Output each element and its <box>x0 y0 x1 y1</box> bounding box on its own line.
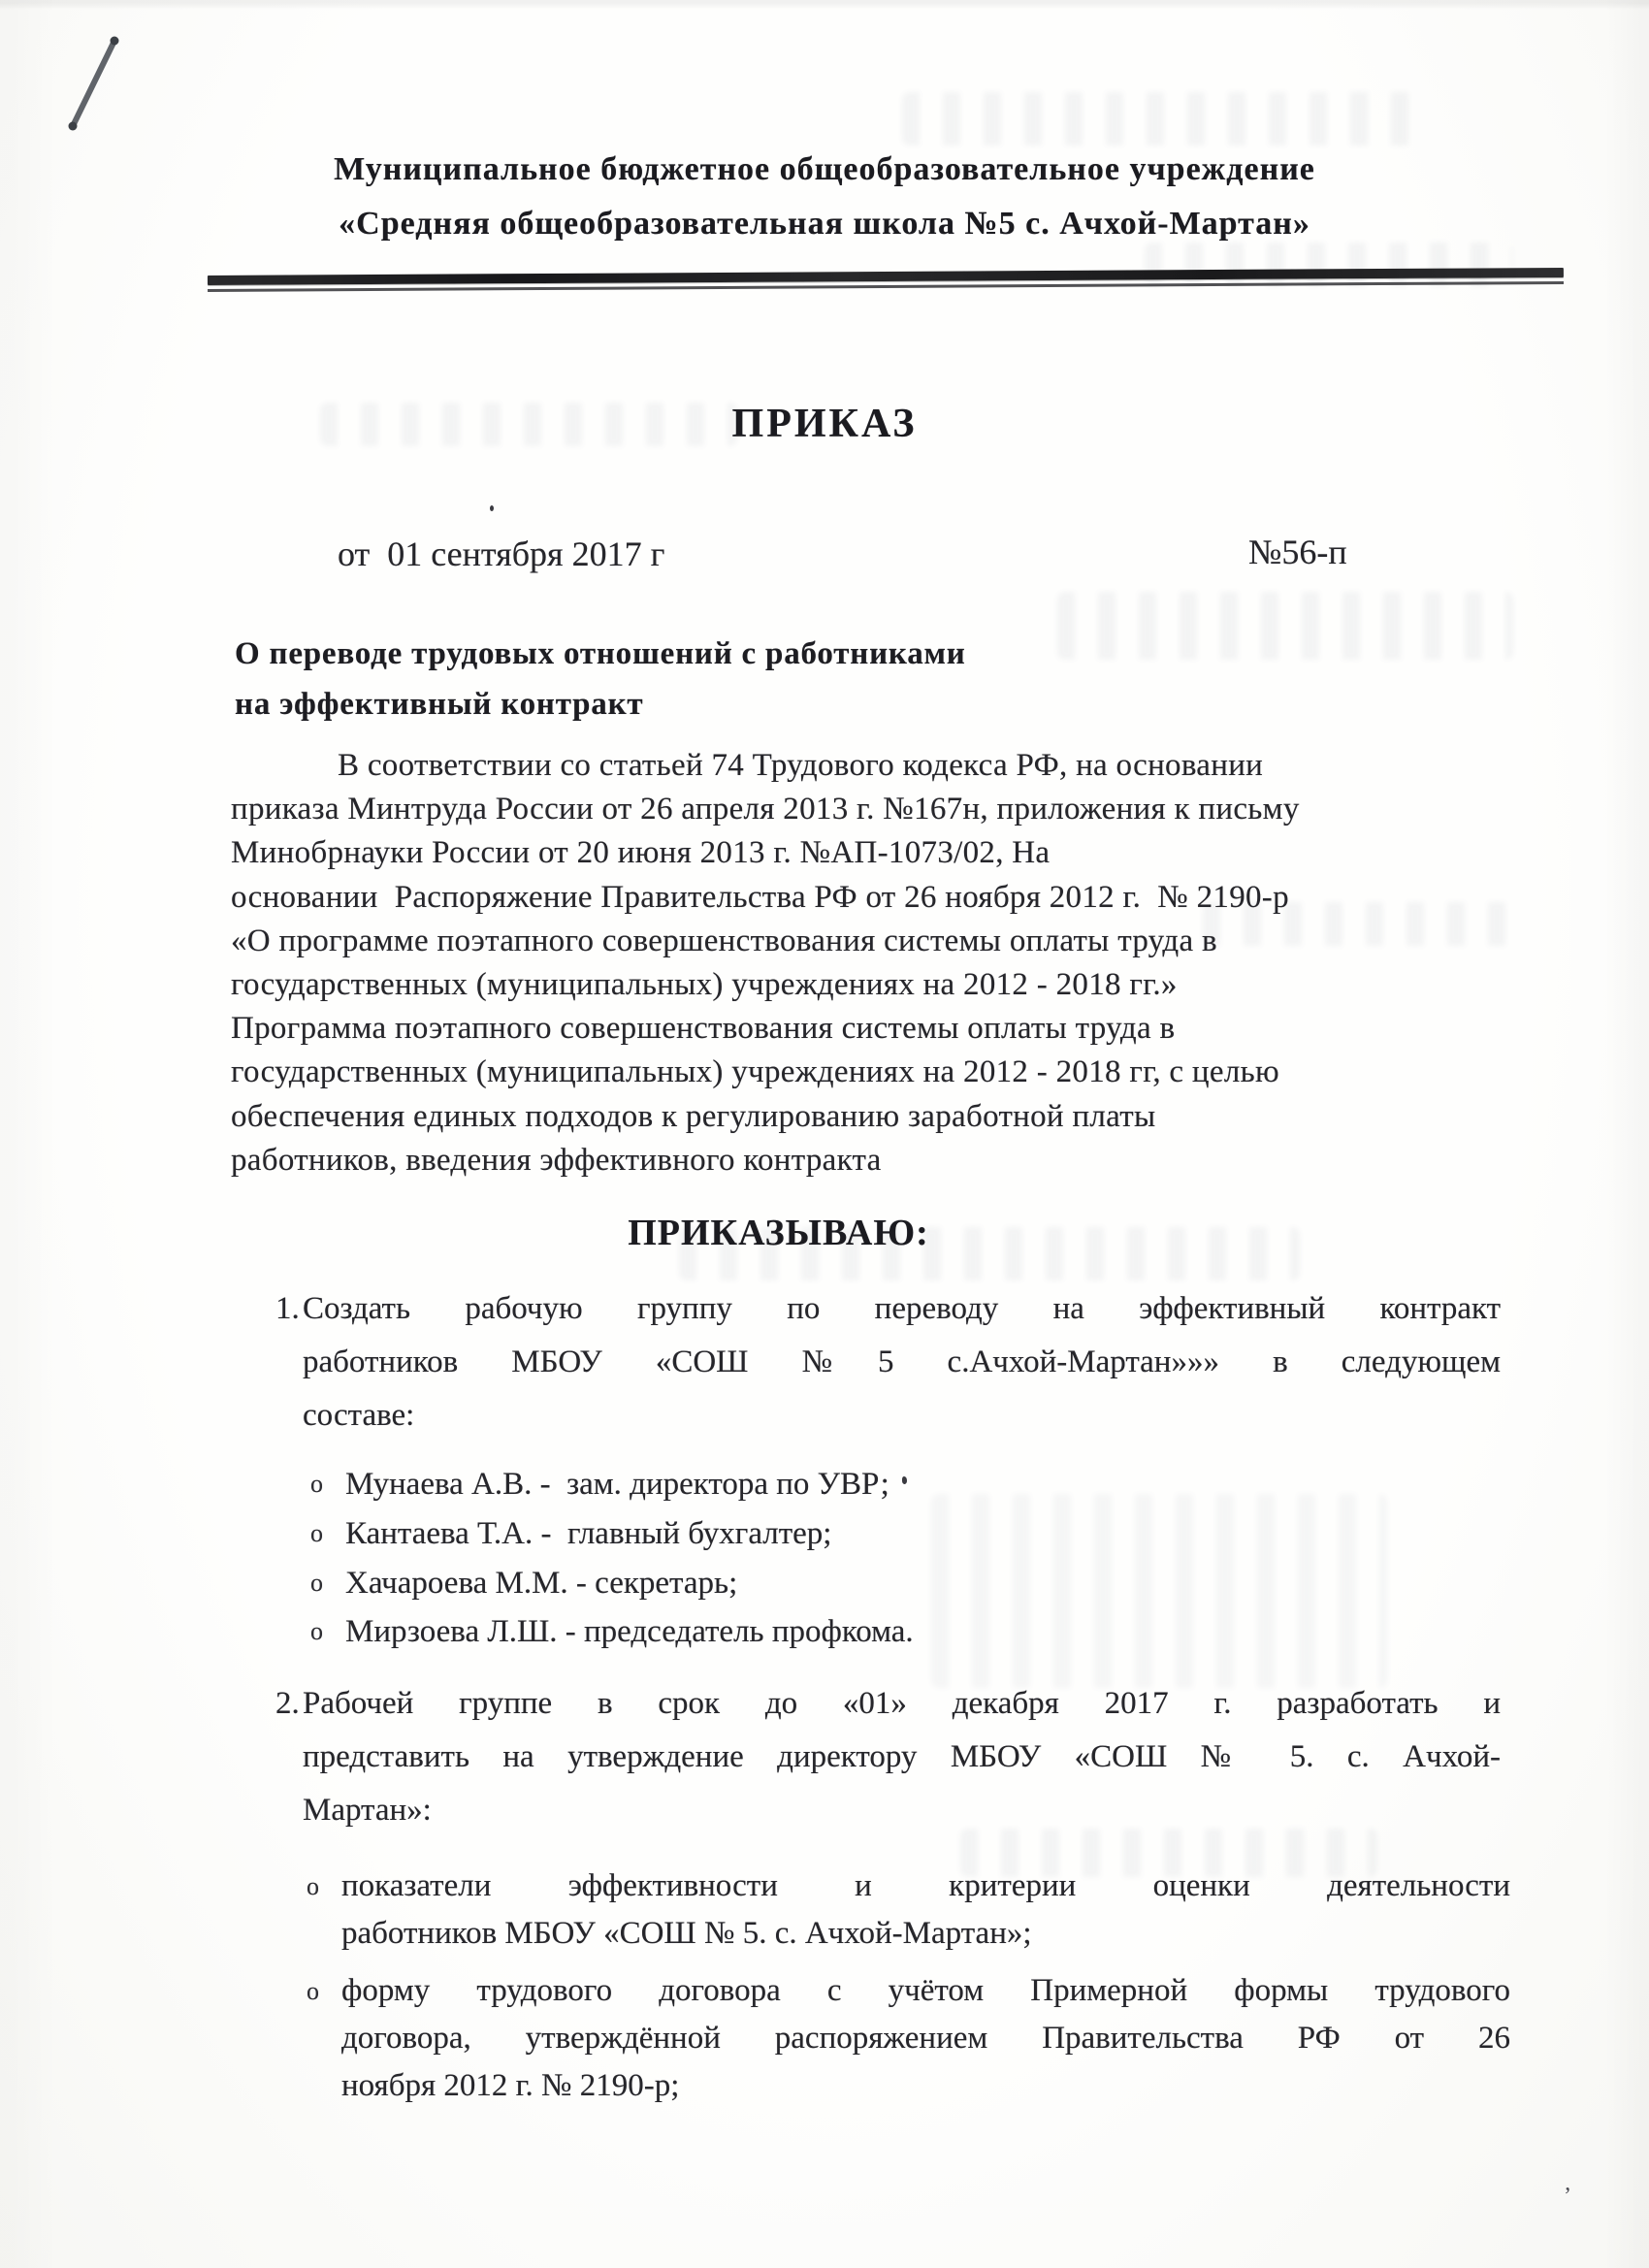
text-line: Кантаева Т.А. - главный бухгалтер; <box>345 1515 832 1551</box>
text-line: Хачароева М.М. - секретарь; <box>345 1565 738 1601</box>
decree-heading: ПРИКАЗЫВАЮ: <box>628 1213 929 1253</box>
subject-line-2: на эффективный контракт <box>235 687 644 722</box>
scan-smudge <box>902 92 1426 146</box>
item-number: 1. <box>275 1291 300 1326</box>
document-title: ПРИКАЗ <box>731 402 918 446</box>
letterhead-line-2: «Средняя общеобразовательная школа №5 с. Ачхой-Мартан» <box>339 206 1310 242</box>
text-line: Рабочей группе в срок до «01» декабря 2017 г. разработать и <box>303 1686 1501 1721</box>
order-item-1 <box>275 1282 1501 1442</box>
text-line: ноября 2012 г. № 2190-р; <box>341 2068 680 2103</box>
bullet-marker-icon: o <box>310 1568 323 1597</box>
letterhead <box>0 143 1649 251</box>
list-item <box>310 1460 914 1509</box>
bullet-marker-icon: o <box>307 1872 319 1900</box>
text-line: Мунаева А.В. - зам. директора по УВР; <box>345 1467 889 1502</box>
list-item <box>307 1967 1510 2110</box>
ink-tick: ’ <box>1564 2184 1571 2209</box>
text-line: составе: <box>303 1398 415 1433</box>
separator-rule <box>208 268 1564 299</box>
text-line: работников МБОУ «СОШ № 5. с. Ачхой-Мартан»; <box>341 1916 1032 1951</box>
letterhead-line-1: Муниципальное бюджетное общеобразовательное учреждение <box>334 151 1315 187</box>
text-line: представить на утверждение директору МБОУ «СОШ № 5. с. Ачхой- <box>303 1739 1501 1774</box>
text-line: Мирзоева Л.Ш. - председатель профкома. <box>345 1614 914 1650</box>
text-line: договора, утверждённой распоряжением Правительства РФ от 26 <box>341 2021 1510 2056</box>
bullet-marker-icon: o <box>310 1470 323 1498</box>
workgroup-list <box>310 1460 914 1657</box>
text-line: В соответствии со статьей 74 Трудового кодекса РФ, на основании <box>338 748 1264 783</box>
text-line: «О программе поэтапного совершенствования системы оплаты труда в <box>231 923 1217 958</box>
text-line: приказа Минтруда России от 26 апреля 2013 г. №167н, приложения к письму <box>231 792 1300 827</box>
order-subject <box>235 629 966 729</box>
order-number: №56-п <box>1248 533 1347 571</box>
scan-smudge <box>931 1494 1387 1688</box>
bullet-marker-icon: o <box>310 1518 323 1547</box>
order-date: от 01 сентября 2017 г <box>338 535 665 573</box>
text-line: работников, введения эффективного контракта <box>231 1142 882 1178</box>
text-line: Программа поэтапного совершенствования системы оплаты труда в <box>231 1011 1176 1047</box>
item-number: 2. <box>275 1686 300 1721</box>
text-line: форму трудового договора с учётом Примерной формы трудового <box>341 1973 1510 2008</box>
text-line: Минобрнауки России от 20 июня 2013 г. №АП-1073/02, На <box>231 835 1051 871</box>
pen-stroke-mark <box>53 29 141 141</box>
text-line: государственных (муниципальных) учреждениях на 2012 - 2018 гг, с целью <box>231 1054 1279 1090</box>
list-item-text <box>341 1863 1510 1958</box>
bullet-marker-icon: o <box>307 1977 319 2005</box>
item-text <box>303 1677 1501 1837</box>
scan-smudge <box>1057 592 1513 660</box>
text-line: обеспечения единых подходов к регулированию заработной платы <box>231 1098 1156 1134</box>
bullet-marker-icon: o <box>310 1617 323 1646</box>
list-item <box>310 1509 914 1559</box>
list-item-text <box>341 1967 1510 2110</box>
list-item <box>310 1559 914 1608</box>
text-line: основании Распоряжение Правительства РФ от 26 ноября 2012 г. № 2190-р <box>231 879 1289 915</box>
order-item-2 <box>275 1677 1501 1837</box>
preamble-paragraph <box>231 744 1521 1183</box>
ink-dot <box>902 1476 907 1484</box>
text-line: государственных (муниципальных) учреждениях на 2012 - 2018 гг.» <box>231 967 1178 1003</box>
text-line: работников МБОУ «СОШ №5 с.Ачхой-Мартан»»» в следующем <box>303 1345 1501 1379</box>
list-item <box>307 1863 1510 1958</box>
text-line: Создать рабочую группу по переводу на эффективный контракт <box>303 1291 1501 1326</box>
text-line: Мартан»: <box>303 1793 432 1828</box>
list-item <box>310 1607 914 1657</box>
ink-dot <box>490 505 494 511</box>
item-text <box>303 1282 1501 1442</box>
subject-line-1: О переводе трудовых отношений с работниками <box>235 636 966 671</box>
deliverables-list <box>307 1863 1510 2120</box>
text-line: показатели эффективности и критерии оценки деятельности <box>341 1868 1510 1903</box>
